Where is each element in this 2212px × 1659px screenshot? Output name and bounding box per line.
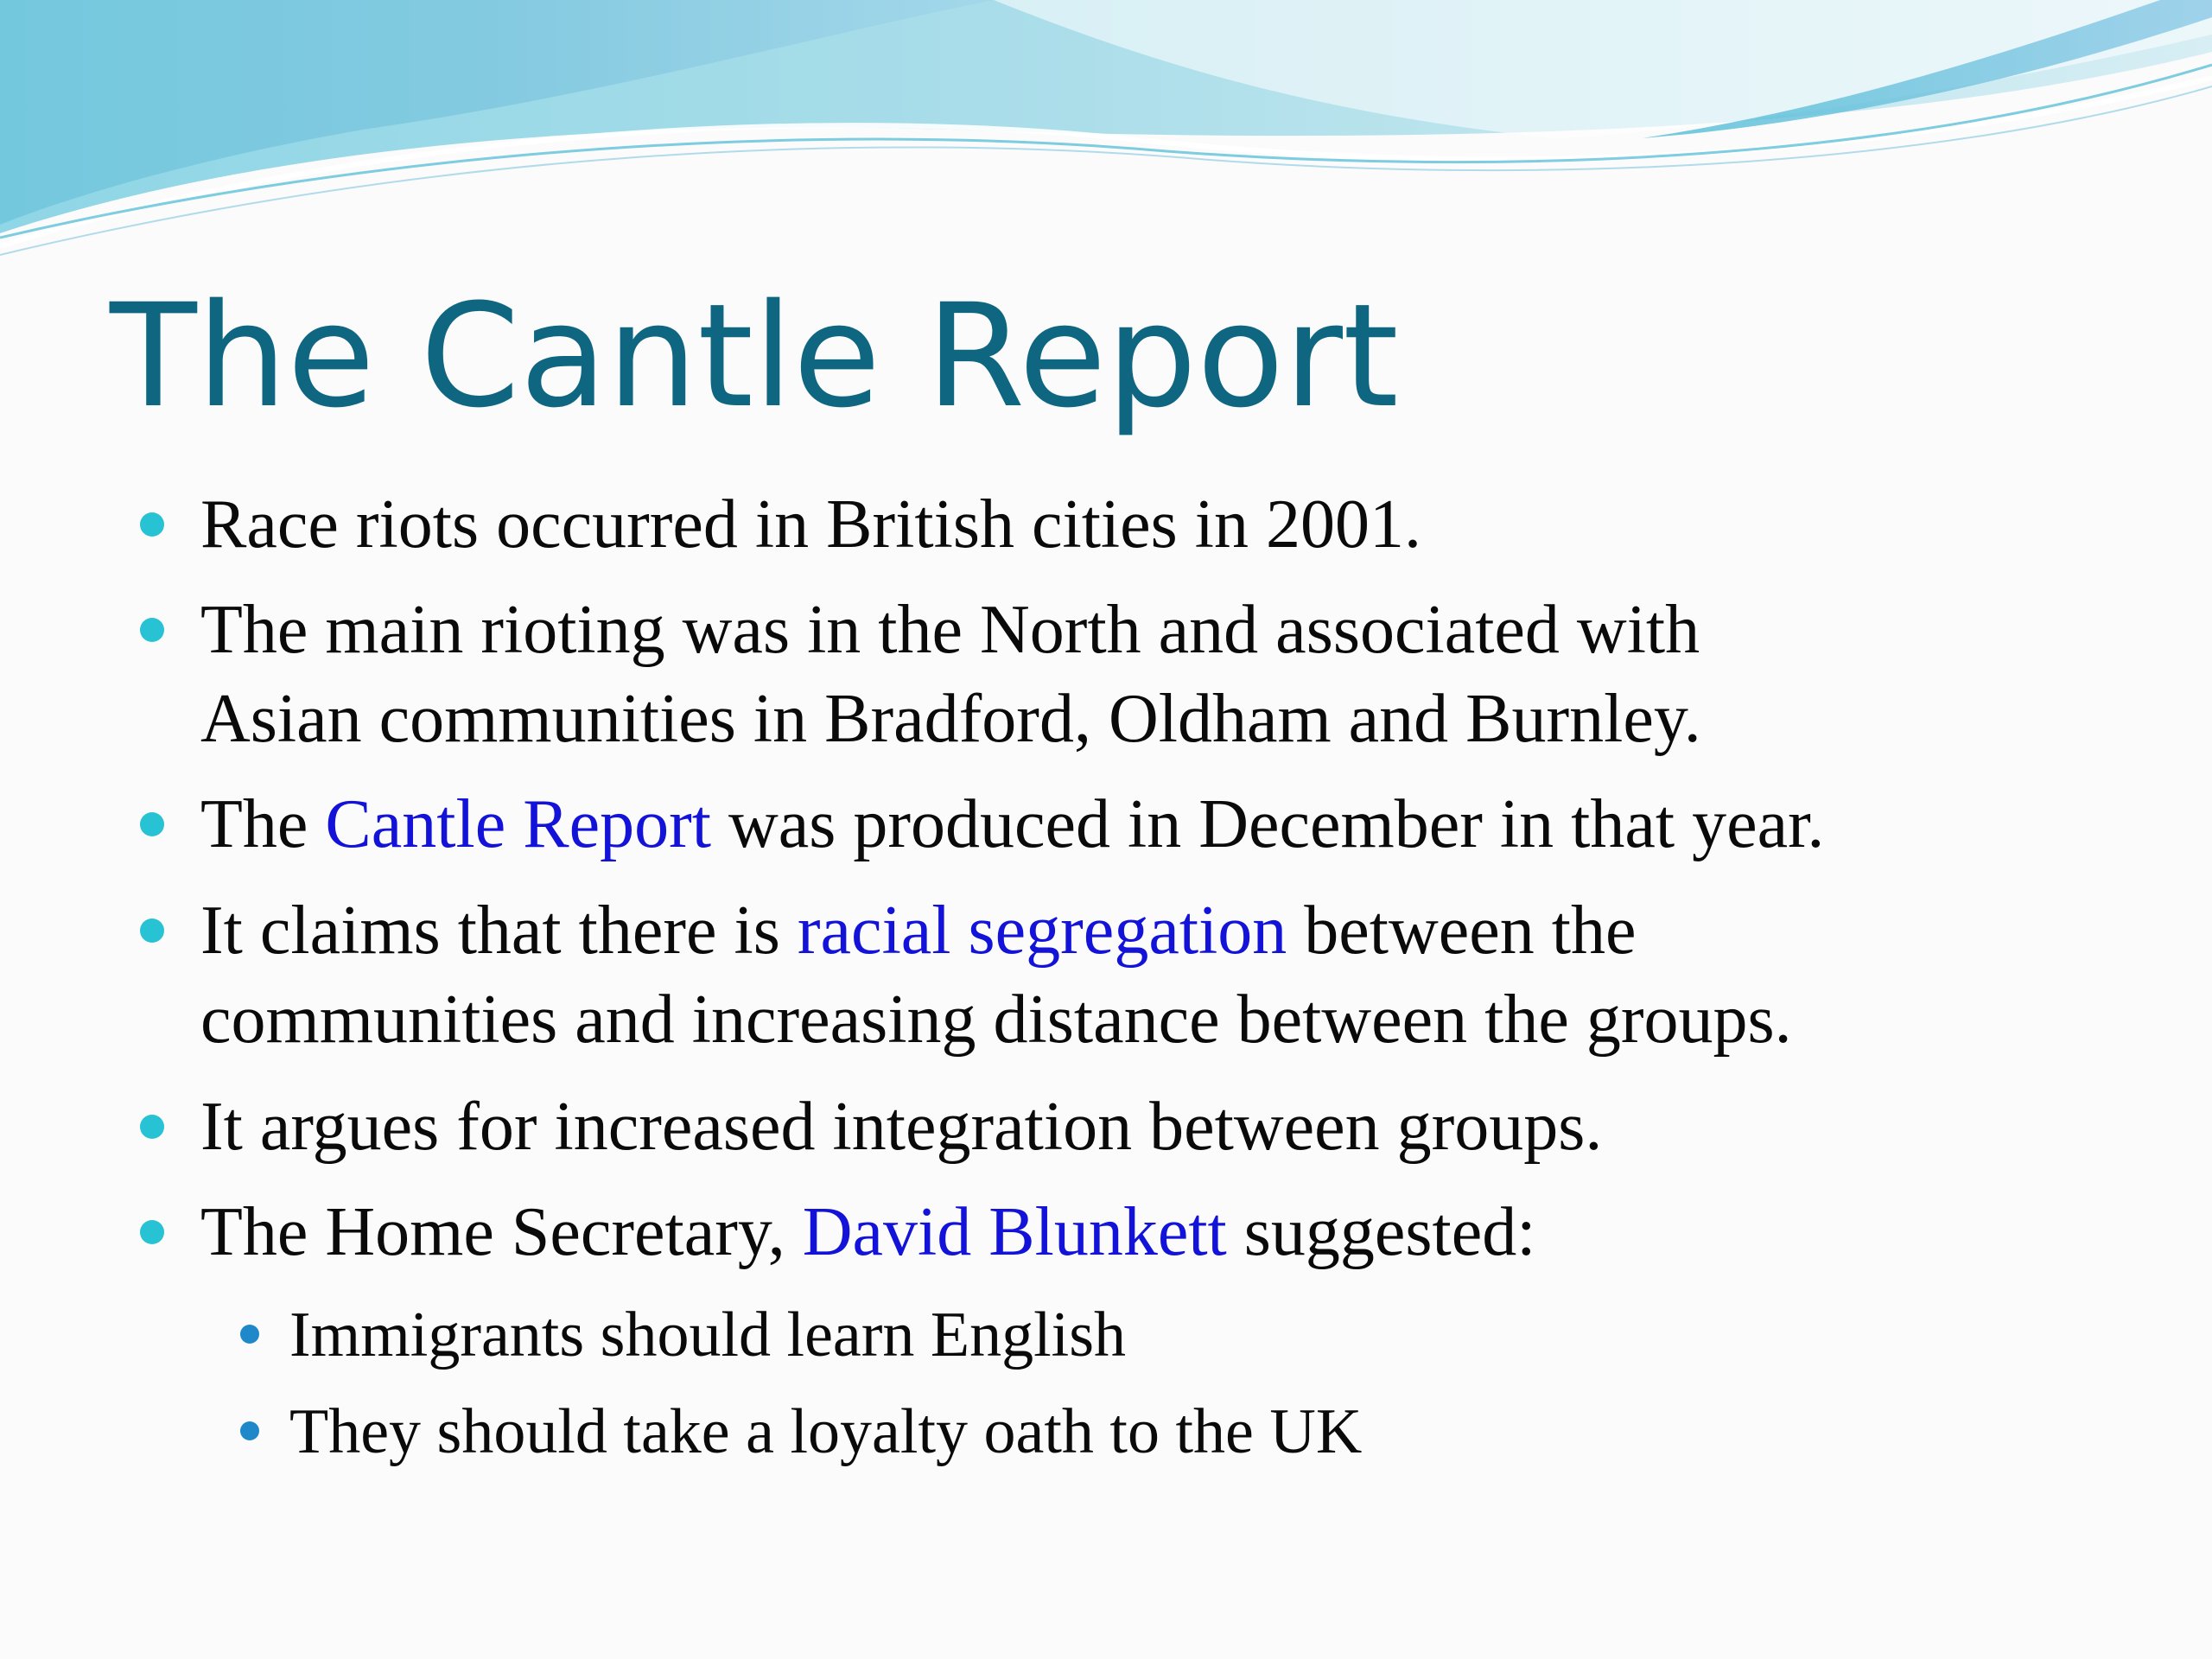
bullet-dot-icon [140, 512, 164, 537]
sub-bullet-text: Immigrants should learn English [289, 1300, 1127, 1370]
sub-bullet-item [289, 1393, 2212, 1471]
racial-segregation-link[interactable]: racial segregation [797, 893, 1287, 969]
bullet-text: The [200, 786, 326, 862]
bullet-dot-icon [140, 1220, 164, 1244]
bullet-item [200, 1083, 2153, 1172]
bullet-item [200, 780, 2153, 869]
bullet-text-after: between the [1287, 893, 1637, 969]
bullet-dot-icon [140, 1115, 164, 1139]
bullet-text: The Home Secretary, [200, 1194, 803, 1270]
david-blunkett-link[interactable]: David Blunkett [802, 1194, 1227, 1270]
bullet-text-continued: communities and increasing distance between the groups. [200, 982, 1792, 1058]
bullet-text-after: suggested: [1226, 1194, 1536, 1270]
bullet-text-after: was produced in December in that year. [710, 786, 1825, 862]
bullet-dot-icon [140, 918, 164, 943]
cantle-report-link[interactable]: Cantle Report [325, 786, 711, 862]
slide-title: The Cantle Report [110, 273, 1399, 439]
bullet-dot-icon [140, 812, 164, 836]
bullet-item [200, 586, 2153, 764]
bullet-dot-icon [140, 618, 164, 642]
sub-bullet-item [289, 1296, 2212, 1374]
bullet-text: The main rioting was in the North and associated with [200, 592, 1700, 668]
bullet-item [200, 887, 2153, 1065]
bullet-text: It claims that there is [200, 893, 798, 969]
bullet-text-continued: Asian communities in Bradford, Oldham and Burnley. [200, 681, 1701, 757]
header-wave-decoration [0, 0, 2212, 285]
bullet-item [200, 1188, 2153, 1277]
bullet-text: Race riots occurred in British cities in 2001. [200, 486, 1422, 563]
sub-bullet-text: They should take a loyalty oath to the UK [289, 1396, 1363, 1467]
bullet-item [200, 480, 2153, 569]
sub-bullet-dot-icon [240, 1421, 259, 1440]
bullet-text: It argues for increased integration between groups. [200, 1089, 1603, 1165]
sub-bullet-dot-icon [240, 1325, 259, 1344]
